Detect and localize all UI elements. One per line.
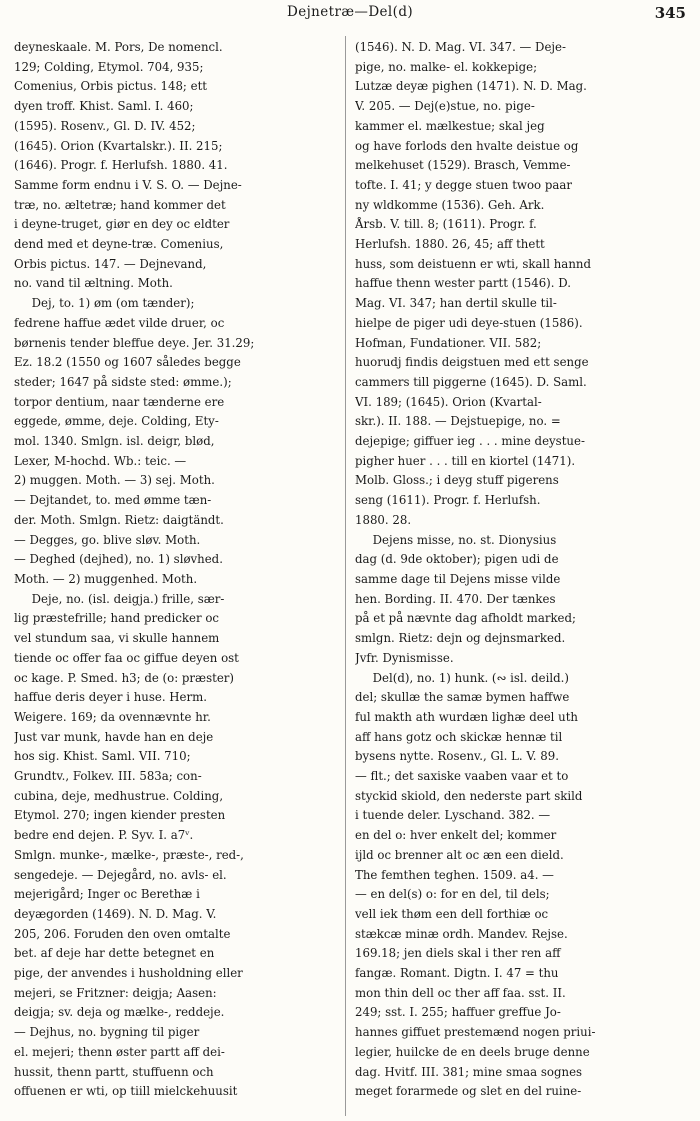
running-head-title: Dejnetræ—Del(d)	[286, 4, 414, 20]
column-divider	[345, 36, 346, 1116]
running-head	[0, 4, 700, 28]
entry-paragraph: deyneskaale. M. Pors, De nomencl. 129; Colding, Etymol. 704, 935; Comenius, Orbis pictus. 148; ett dyen troff. Khist. Saml. I. 460; (1595). Rosenv., Gl. D. IV. 452; (1645). Orion (Kvartalskr.). II. 215; (1646). Progr. f. Herlufsh. 1880. 41. Samme form endnu i V. S. O. — Dejne- træ, no. æltetræ; hand kommer det i deyne-truget, giør en dey oc eldter dend med et deyne-træ. Comenius, Orbis pictus. 147. — Dejnevand, no. vand til æltning. Moth.	[14, 40, 242, 291]
page-number: 345	[654, 4, 686, 22]
right-column	[355, 38, 689, 1118]
left-column	[14, 38, 348, 1118]
entry-paragraph: (1546). N. D. Mag. VI. 347. — Deje- pige, no. malke- el. kokkepige; Lutzæ deyæ pighen (1471). N. D. Mag. V. 205. — Dej(e)stue, no. pige- kammer el. mælkestue; skal jeg og have forlods den hvalte deistue og melkehuset (1529). Brasch, Vemme- tofte. I. 41; y degge stuen twoo paar ny wldkomme (1536). Geh. Ark. Årsb. V. till. 8; (1611). Progr. f. Herlufsh. 1880. 26, 45; aff thett huss, som deistuenn er wti, skall hannd haffue thenn wester partt (1546). D. Mag. VI. 347; han dertil skulle til- hielpe de piger udi deye-stuen (1586). Hofman, Fundationer. VII. 582; huorudj findis deigstuen med ett senge cammers till piggerne (1645). D. Saml. VI. 189; (1645). Orion (Kvartal- skr.). II. 188. — Dejstuepige, no. = dejepige; giffuer ieg . . . mine deystue- pigher huer . . . till en kiortel (1471). Molb. Gloss.; i deyg stuff pigerens seng (1611). Progr. f. Herlufsh. 1880. 28.	[355, 40, 591, 527]
entry-paragraph: Del(d), no. 1) hunk. (∾ isl. deild.) del; skullæ the samæ bymen haffwe ful makth ath wurdæn lighæ deel uth aff hans gotz och skickæ hennæ til bysens nytte. Rosenv., Gl. L. V. 89. — flt.; det saxiske vaaben vaar et to styckid skiold, den nederste part skild i tuende deler. Lyschand. 382. — en del o: hver enkelt del; kommer ijld oc brenner alt oc æn een dield. The femthen teghen. 1509. a4. — — en del(s) o: for en del, til dels; vell iek thøm een dell forthiæ oc stækcæ minæ ordh. Mandev. Rejse. 169.18; jen diels skal i ther ren aff fangæ. Romant. Digtn. I. 47 = thu mon thin dell oc ther aff faa. sst. II. 249; sst. I. 255; haffuer greffue Jo- hannes giffuet prestemænd nogen priui- legier, huilcke de en deels bruge denne dag. Hvitf. III. 381; mine smaa sognes meget forarmede og slet en del ruine-	[355, 670, 596, 1099]
entry-paragraph: Dej, to. 1) øm (om tænder); fedrene haffue ædet vilde druer, oc børnenis tender bleffue deye. Jer. 31.29; Ez. 18.2 (1550 og 1607 således begge steder; 1647 på sidste sted: ømme.); torpor dentium, naar tænderne ere eggede, ømme, deje. Colding, Ety- mol. 1340. Smlgn. isl. deigr, blød, Lexer, M-hochd. Wb.: teic. — 2) muggen. Moth. — 3) sej. Moth. — Dejtandet, to. med ømme tæn- der. Moth. Smlgn. Rietz: daigtändt. — Degges, go. blive sløv. Moth. — Deghed (dejhed), no. 1) sløvhed. Moth. — 2) muggenhed. Moth.	[14, 296, 255, 586]
entry-paragraph: Dejens misse, no. st. Dionysius dag (d. 9de oktober); pigen udi de samme dage til Dejens misse vilde hen. Bording. II. 470. Der tænkes på et på nævnte dag afholdt marked; smlgn. Rietz: dejn og dejnsmarked. Jvfr. Dynismisse.	[355, 532, 576, 665]
entry-paragraph: Deje, no. (isl. deigja.) frille, sær- lig præstefrille; hand predicker oc vel stundum saa, vi skulle hannem tiende oc offer faa oc giffue deyen ost oc kage. P. Smed. h3; de (o: præster) haffue deris deyer i huse. Herm. Weigere. 169; da ovennævnte hr. Just var munk, havde han en deje hos sig. Khist. Saml. VII. 710; Grundtv., Folkev. III. 583a; con- cubina, deje, medhustrue. Colding, Etymol. 270; ingen kiender presten bedre end dejen. P. Syv. I. a7ᵛ. Smlgn. munke-, mælke-, præste-, red-, sengedeje. — Dejegård, no. avls- el. mejerigård; Inger oc Berethæ i deyægorden (1469). N. D. Mag. V. 205, 206. Foruden den oven omtalte bet. af deje har dette betegnet en pige, der anvendes i husholdning eller mejeri, se Fritzner: deigja; Aasen: deigja; sv. deja og mælke-, reddeje. — Dejhus, no. bygning til piger el. mejeri; thenn øster partt aff dei- hussit, thenn partt, stuffuenn och offuenen er wti, op tiill mielckehuusit	[14, 591, 244, 1099]
